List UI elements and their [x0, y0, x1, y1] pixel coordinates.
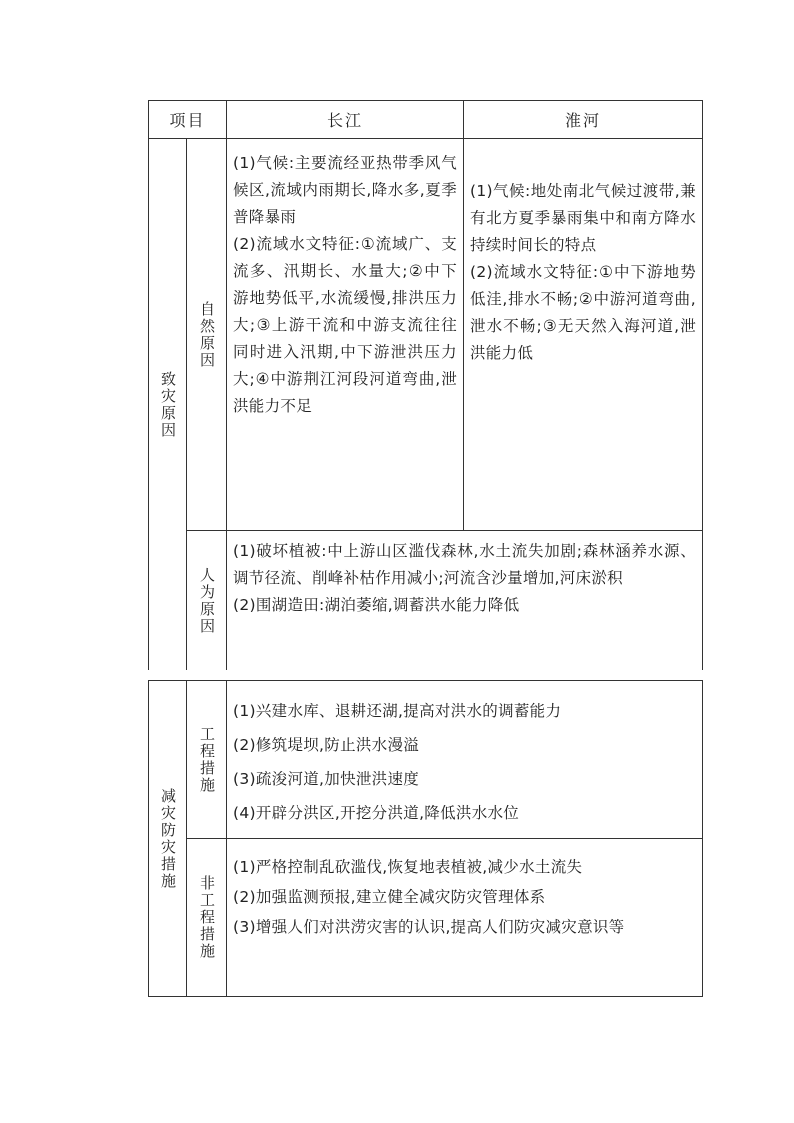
changjiang-hydrology: (2)流域水文特征:①流域广、支流多、汛期长、水量大;②中下游地势低平,水流缓慢,排洪压力大;③上游干流和中游支流往往同时进入汛期,中下游泄洪压力大;④中游荆江河段河道弯曲,泄洪能力不足: [233, 235, 457, 415]
header-item: 项目: [169, 111, 206, 130]
measure-item: (2)修筑堤坝,防止洪水漫溢: [233, 736, 420, 754]
vegetation-destruction: (1)破坏植被:中上游山区滥伐森林,水土流失加剧;森林涵养水源、调节径流、削峰补枯作用减小;河流含沙量增加,河床淤积: [233, 542, 696, 587]
huaihe-natural-cause: [470, 178, 696, 367]
huaihe-climate: (1)气候:地处南北气候过渡带,兼有北方夏季暴雨集中和南方降水持续时间长的特点: [470, 182, 696, 254]
non-engineering-measures-label: 非工程措施: [198, 875, 216, 960]
human-cause-label: 人为原因: [198, 566, 216, 635]
measure-item: (3)增强人们对洪涝灾害的认识,提高人们防灾减灾意识等: [233, 918, 625, 936]
measures-label: 减灾防灾措施: [159, 787, 177, 890]
non-engineering-measures-content: [233, 852, 696, 942]
changjiang-climate: (1)气候:主要流经亚热带季风气候区,流域内雨期长,降水多,夏季普降暴雨: [233, 154, 457, 226]
engineering-measures-content: [233, 694, 696, 830]
natural-cause-label: 自然原因: [198, 300, 216, 369]
measure-item: (1)兴建水库、退耕还湖,提高对洪水的调蓄能力: [233, 702, 562, 720]
engineering-measures-label: 工程措施: [198, 725, 216, 794]
human-cause-content: [233, 538, 696, 619]
measure-item: (2)加强监测预报,建立健全减灾防灾管理体系: [233, 888, 546, 906]
changjiang-natural-cause: [233, 150, 457, 420]
measure-item: (1)严格控制乱砍滥伐,恢复地表植被,减少水土流失: [233, 858, 583, 876]
measure-item: (3)疏浚河道,加快泄洪速度: [233, 770, 420, 788]
lake-reclamation: (2)围湖造田:湖泊萎缩,调蓄洪水能力降低: [233, 596, 520, 614]
header-changjiang: 长江: [326, 111, 363, 130]
header-huaihe: 淮河: [564, 111, 601, 130]
cause-label: 致灾原因: [159, 370, 177, 439]
measure-item: (4)开辟分洪区,开挖分洪道,降低洪水水位: [233, 804, 520, 822]
huaihe-hydrology: (2)流域水文特征:①中下游地势低洼,排水不畅;②中游河道弯曲,泄水不畅;③无天然入海河道,泄洪能力低: [470, 263, 696, 362]
